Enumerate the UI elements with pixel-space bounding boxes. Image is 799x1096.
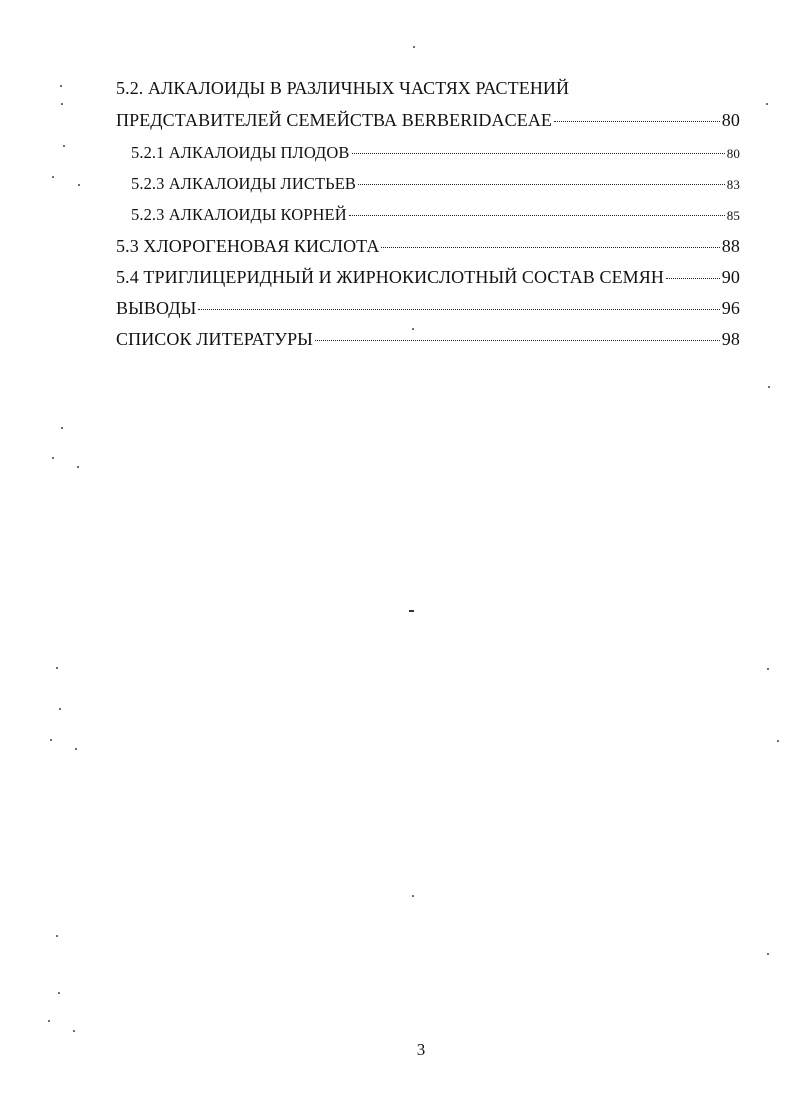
toc-entry xyxy=(116,328,740,350)
scan-speck xyxy=(60,85,62,87)
scan-speck xyxy=(52,176,54,178)
scan-speck xyxy=(412,895,414,897)
scan-speck xyxy=(48,1020,50,1022)
scan-speck xyxy=(777,740,779,742)
toc-entry-title: 5.4 ТРИГЛИЦЕРИДНЫЙ И ЖИРНОКИСЛОТНЫЙ СОСТАВ СЕМЯН xyxy=(116,267,664,287)
scan-speck xyxy=(767,953,769,955)
toc-entry-title: СПИСОК ЛИТЕРАТУРЫ xyxy=(116,329,313,349)
scan-speck xyxy=(766,103,768,105)
dot-leader xyxy=(554,121,720,122)
dot-leader xyxy=(198,309,719,310)
toc-entry xyxy=(116,77,569,99)
scan-speck xyxy=(768,386,770,388)
scan-speck xyxy=(78,184,80,186)
scan-speck xyxy=(58,992,60,994)
page-number: 3 xyxy=(416,1040,426,1059)
toc-entry-page: 90 xyxy=(721,267,740,287)
scan-speck xyxy=(73,1030,75,1032)
toc-entry xyxy=(131,173,740,196)
toc-entry-title: 5.2.3 АЛКАЛОИДЫ КОРНЕЙ xyxy=(131,205,347,224)
dot-leader xyxy=(381,247,719,248)
scan-speck xyxy=(63,145,65,147)
toc-entry xyxy=(116,109,740,131)
dot-leader xyxy=(315,340,720,341)
scan-speck xyxy=(56,935,58,937)
toc-entry xyxy=(131,204,740,227)
scan-speck xyxy=(61,103,63,105)
scan-speck xyxy=(75,748,77,750)
scan-speck xyxy=(767,668,769,670)
toc-entry-title: 5.3 ХЛОРОГЕНОВАЯ КИСЛОТА xyxy=(116,236,380,256)
dot-leader xyxy=(352,153,725,154)
toc-entry xyxy=(116,235,740,257)
toc-entry xyxy=(116,297,740,319)
dot-leader xyxy=(666,278,720,279)
scan-speck xyxy=(61,427,63,429)
dot-leader xyxy=(349,215,725,216)
toc-entry-page: 98 xyxy=(721,329,740,349)
toc-entry-page: 83 xyxy=(726,177,740,192)
toc-entry-page: 88 xyxy=(721,236,740,256)
scan-speck xyxy=(77,466,79,468)
toc-entry-page: 96 xyxy=(721,298,740,318)
scan-speck xyxy=(52,457,54,459)
scan-speck xyxy=(59,708,61,710)
toc-entry-page: 80 xyxy=(726,146,740,161)
scan-speck xyxy=(56,667,58,669)
toc-entry-page: 80 xyxy=(721,110,740,130)
toc-entry-title: 5.2.3 АЛКАЛОИДЫ ЛИСТЬЕВ xyxy=(131,174,356,193)
toc-entry-title: 5.2.1 АЛКАЛОИДЫ ПЛОДОВ xyxy=(131,143,350,162)
toc-entry xyxy=(116,266,740,288)
scan-speck xyxy=(50,739,52,741)
toc-entry-title: ПРЕДСТАВИТЕЛЕЙ СЕМЕЙСТВА BERBERIDACEAE xyxy=(116,110,553,130)
toc-entry xyxy=(131,142,740,165)
toc-entry-title: ВЫВОДЫ xyxy=(116,298,197,318)
scan-speck xyxy=(413,46,415,48)
toc-entry-title: 5.2. АЛКАЛОИДЫ В РАЗЛИЧНЫХ ЧАСТЯХ РАСТЕНИЙ xyxy=(116,78,570,98)
scan-speck xyxy=(412,328,414,330)
toc-entry-page: 85 xyxy=(726,208,740,223)
dot-leader xyxy=(358,184,725,185)
scan-mark xyxy=(409,610,414,612)
